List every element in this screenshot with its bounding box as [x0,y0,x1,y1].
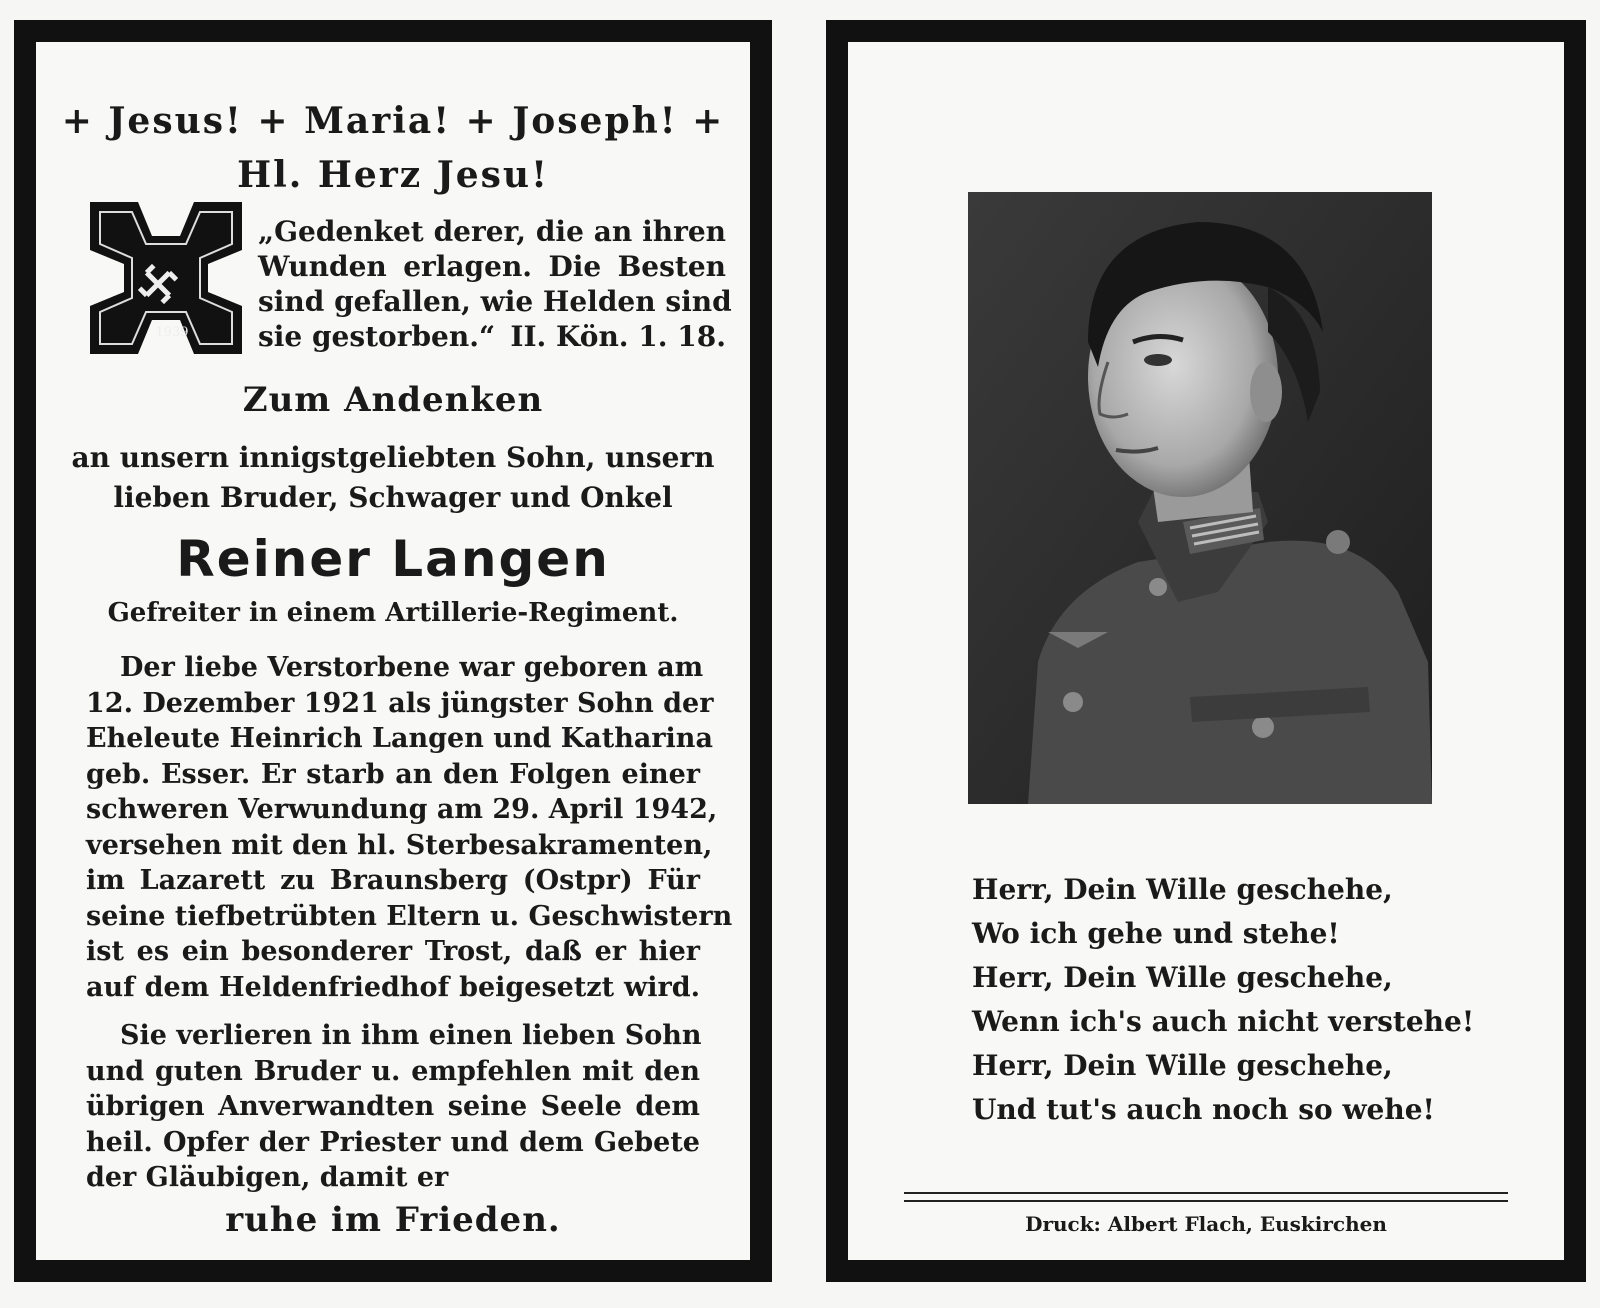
invocation: + Jesus! + Maria! + Joseph! + [61,100,725,142]
sacred-heart-line: Hl. Herz Jesu! [237,154,549,196]
double-rule-divider [904,1192,1508,1202]
scripture-verse [258,214,732,354]
biography-line: Der liebe Verstorbene war geboren am [120,652,704,683]
farewell-line: der Gläubigen, damit er [86,1162,449,1193]
military-rank: Gefreiter in einem Artillerie-Regiment. [107,598,679,628]
biography-line: 12. Dezember 1921 als jüngster Sohn der [86,687,714,719]
prayer-line: Herr, Dein Wille geschehe, [972,873,1393,906]
deceased-name: Reiner Langen [176,530,610,588]
prayer-line: Wenn ich's auch nicht verstehe! [972,1005,1475,1038]
prayer-line: Herr, Dein Wille geschehe, [972,961,1393,994]
memorial-card-portrait [826,20,1586,1282]
biography-line: auf dem Heldenfriedhof beigesetzt wird. [86,971,700,1003]
farewell-paragraph [86,1018,700,1196]
prayer-line: Und tut's auch noch so wehe! [972,1093,1435,1126]
farewell-line: übrigen Anverwandten seine Seele dem [86,1091,700,1122]
memory-title: Zum Andenken [242,380,544,420]
farewell-line: heil. Opfer der Priester und dem Gebete [86,1126,700,1158]
iron-cross-year: 1939 [155,325,189,340]
iron-cross-icon [88,200,244,356]
biography-line: Eheleute Heinrich Langen und Katharina [86,723,713,754]
verse-line: sind gefallen, wie Helden sind [258,285,732,318]
prayer-line: Herr, Dein Wille geschehe, [972,1049,1393,1082]
prayer-verse [972,868,1474,1132]
closing-line: ruhe im Frieden. [225,1200,561,1240]
memorial-card-text [14,20,772,1282]
biography-line: geb. Esser. Er starb an den Folgen einer [86,758,700,790]
verse-line: Wunden erlagen. Die Besten [258,250,726,283]
biography-line: im Lazarett zu Braunsberg (Ostpr) Für [86,865,700,896]
biography [86,650,733,1005]
farewell-line: und guten Bruder u. empfehlen mit den [86,1055,700,1087]
printer-credit: Druck: Albert Flach, Euskirchen [1025,1212,1387,1236]
dedication [58,438,728,518]
verse-line: „Gedenket derer, die an ihren [258,215,726,248]
biography-line: versehen mit den hl. Sterbesakramenten, [86,829,713,861]
biography-line: ist es ein besonderer Trost, daß er hier [86,936,700,967]
dedication-line: lieben Bruder, Schwager und Onkel [113,481,673,514]
dedication-line: an unsern innigstgeliebten Sohn, unsern [71,441,715,474]
prayer-line: Wo ich gehe und stehe! [972,917,1340,950]
verse-line: sie gestorben.“ [258,320,496,353]
biography-line: schweren Verwundung am 29. April 1942, [86,794,718,825]
verse-reference: II. Kön. 1. 18. [510,320,726,353]
farewell-line: Sie verlieren in ihm einen lieben Sohn [120,1020,702,1051]
portrait-photo [968,192,1432,804]
biography-line: seine tiefbetrübten Eltern u. Geschwistern [86,900,733,932]
